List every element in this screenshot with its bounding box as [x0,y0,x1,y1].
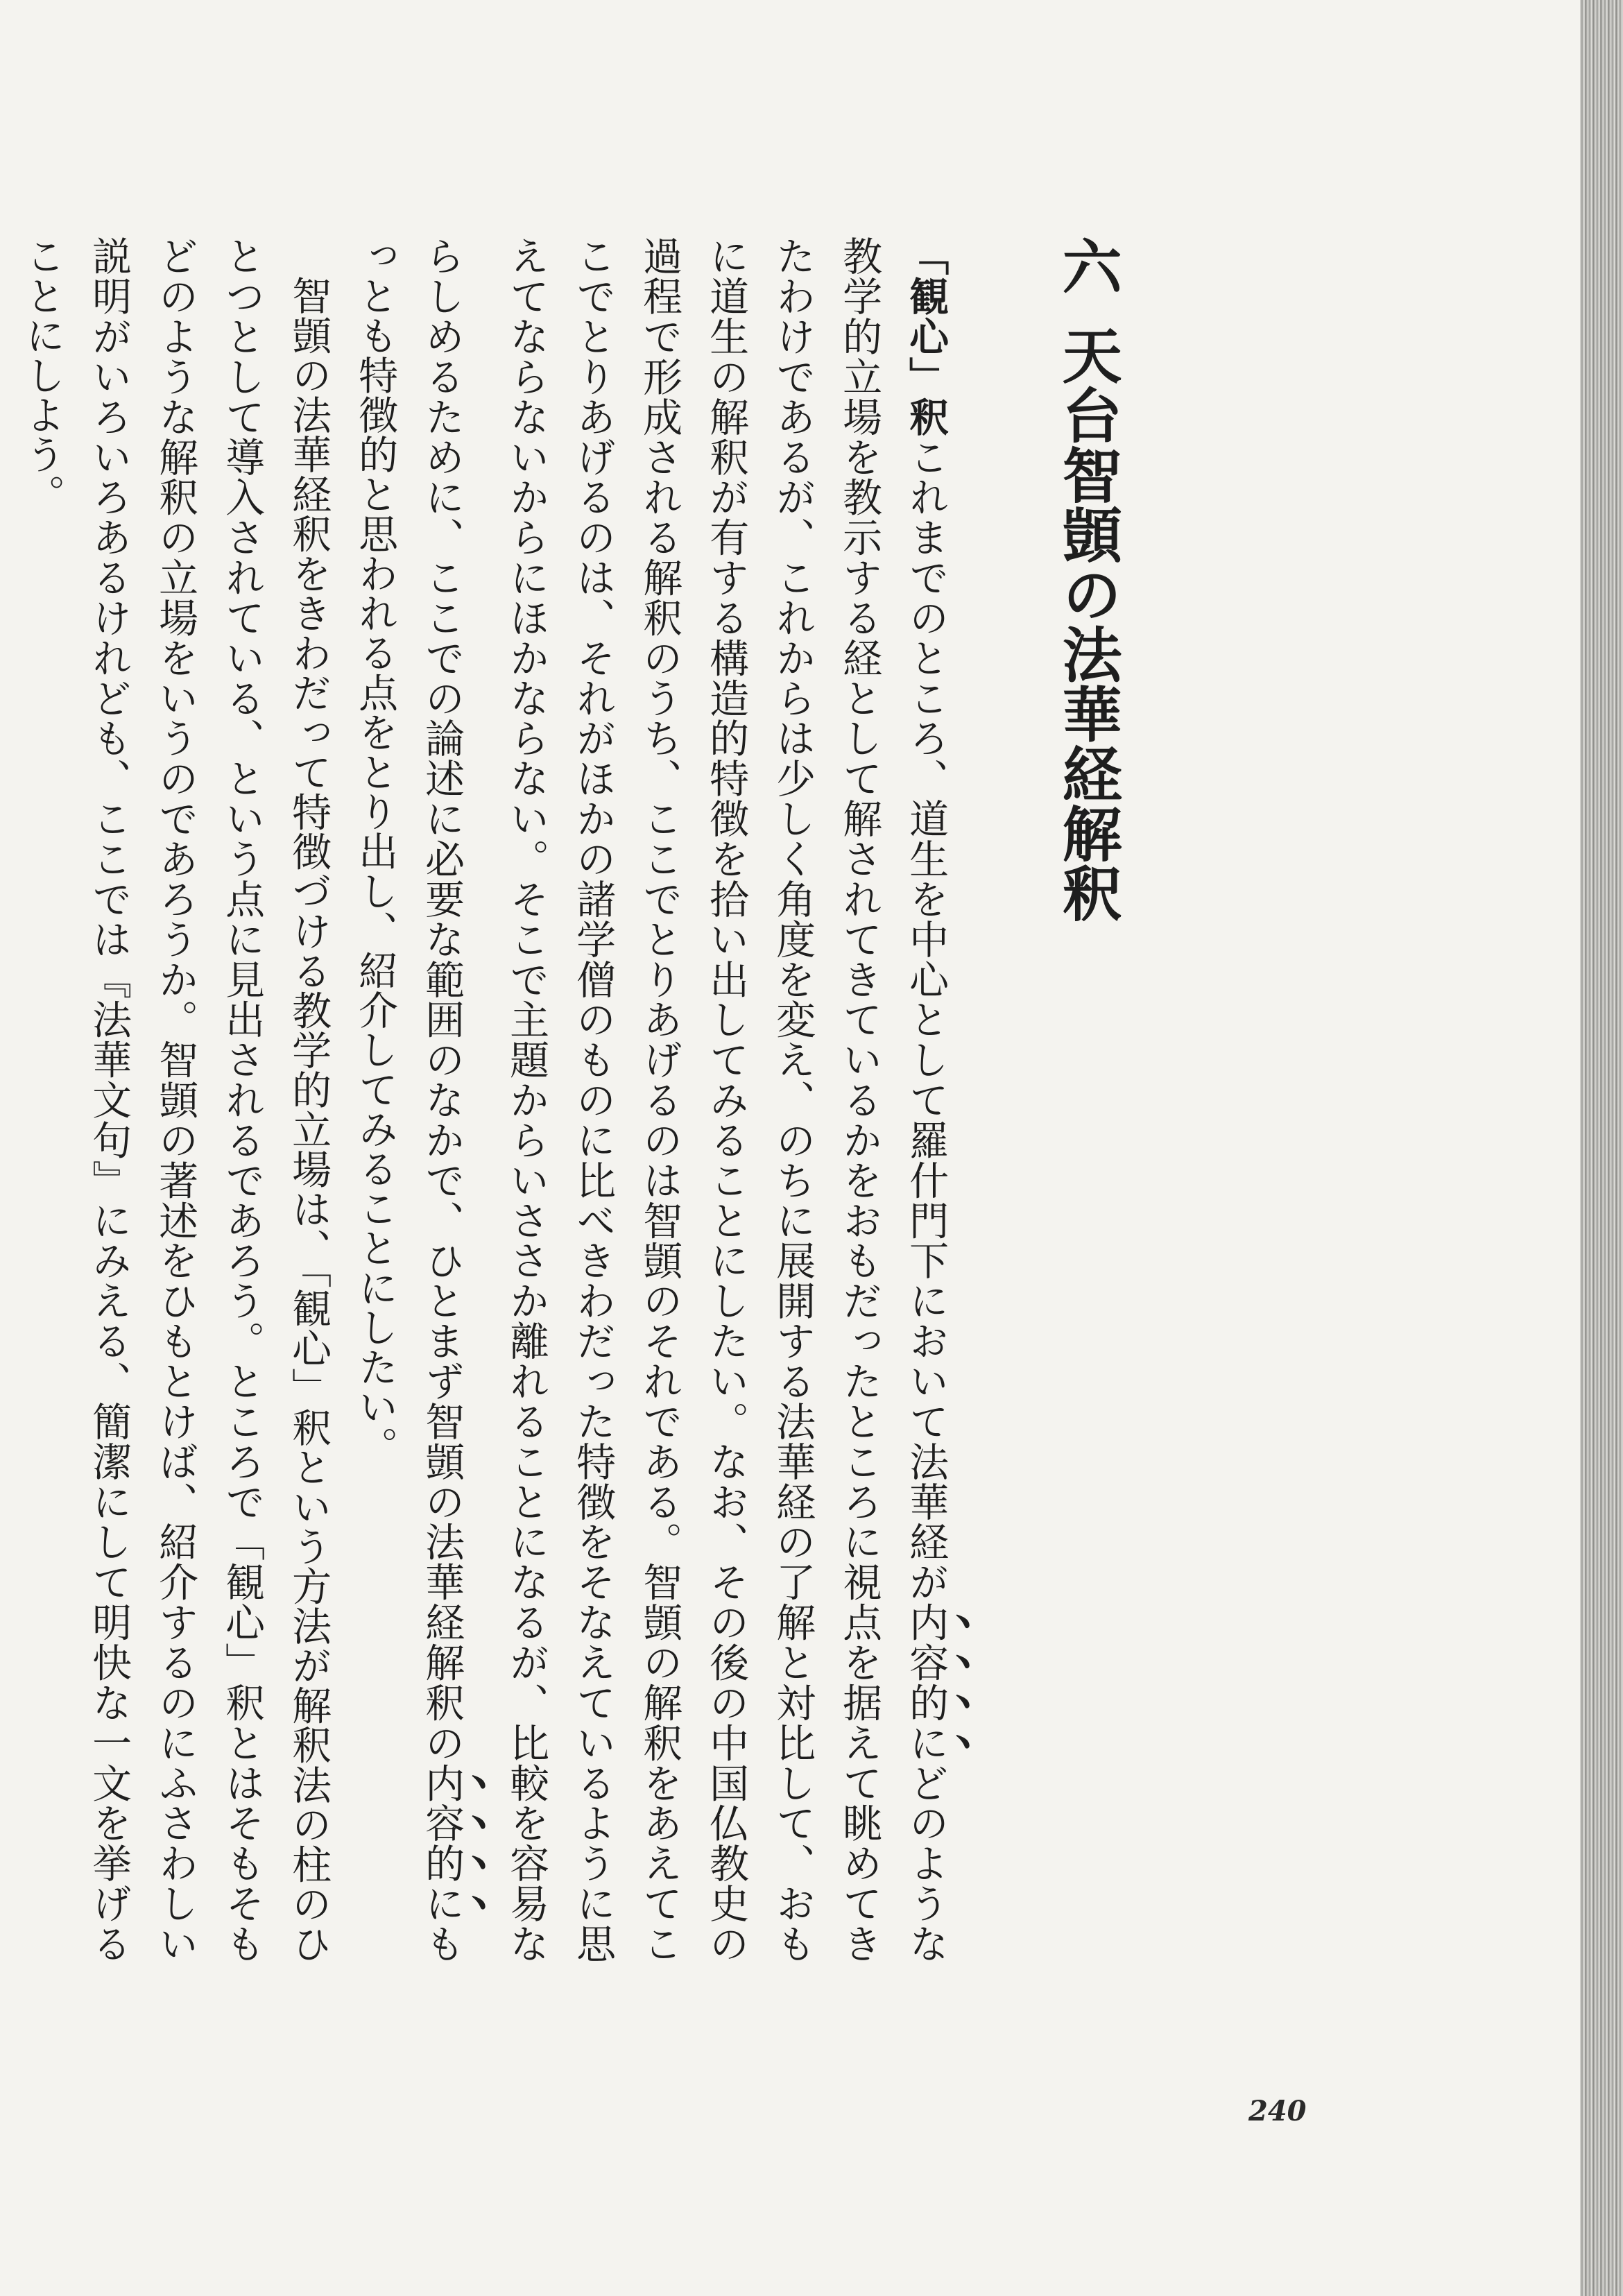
emphasis-text: 内容的に [902,1602,949,1763]
section-title: 天台智顗の法華経解釈 [1051,325,1122,923]
vertical-text-body [19,236,1179,1964]
section-heading [1044,236,1130,1963]
paragraph-1 [342,236,977,1963]
section-number: 六 [1051,236,1122,296]
run-in-heading: 「観心」釈 [902,236,950,437]
emphasis-text: 内容的に [418,1763,465,1924]
paragraph-1-text-a: これまでのところ、道生を中心として羅什門下において法華経が [902,436,949,1602]
paragraph-1-text-b: どのような教学的立場を教示する経として解されてきているかをおもだったところに視点を据えて眺めてきたわけであるが、これからは少しく角度を変え、のちに展開する法華経の了解と対比して、おもに道生の解釈が有する構造的特徴を拾い出してみることにしたい。なお、その後の中国仏教史の過程で形成される解釈のうち、ここでとりあげるのは智顗のそれである。智顗の解釈をあえてここでとりあげるのは、それがほかの諸学僧のものに比べきわだった特徴をそなえているように思えてならないからにほかならない。そこで主題からいささか離れることになるが、比較を容易ならしめるために、ここでの論述に必要な範囲のなかで、ひとまず智顗の法華経解釈の [418,236,949,1964]
scan-binding-edge [1580,0,1623,2296]
block-quote [0,236,9,1963]
page-number: 240 [1248,2095,1307,2127]
paragraph-1-text-c: もっとも特徴的と思われる点をとり出し、紹介してみることにしたい。 [352,236,465,1963]
paragraph-2: 智顗の法華経釈をきわだって特徴づける教学的立場は、「観心」釈という方法が解釈法の柱のひとつとして導入されている、という点に見出されるであろう。ところで「観心」釈とはそもそもどのような解釈の立場をいうのであろうか。智顗の著述をひもとけば、紹介するのにふさわしい説明がいろいろあるけれども、ここでは『法華文句』にみえる、簡潔にして明快な一文を挙げることにしよう。 [19,236,332,1963]
